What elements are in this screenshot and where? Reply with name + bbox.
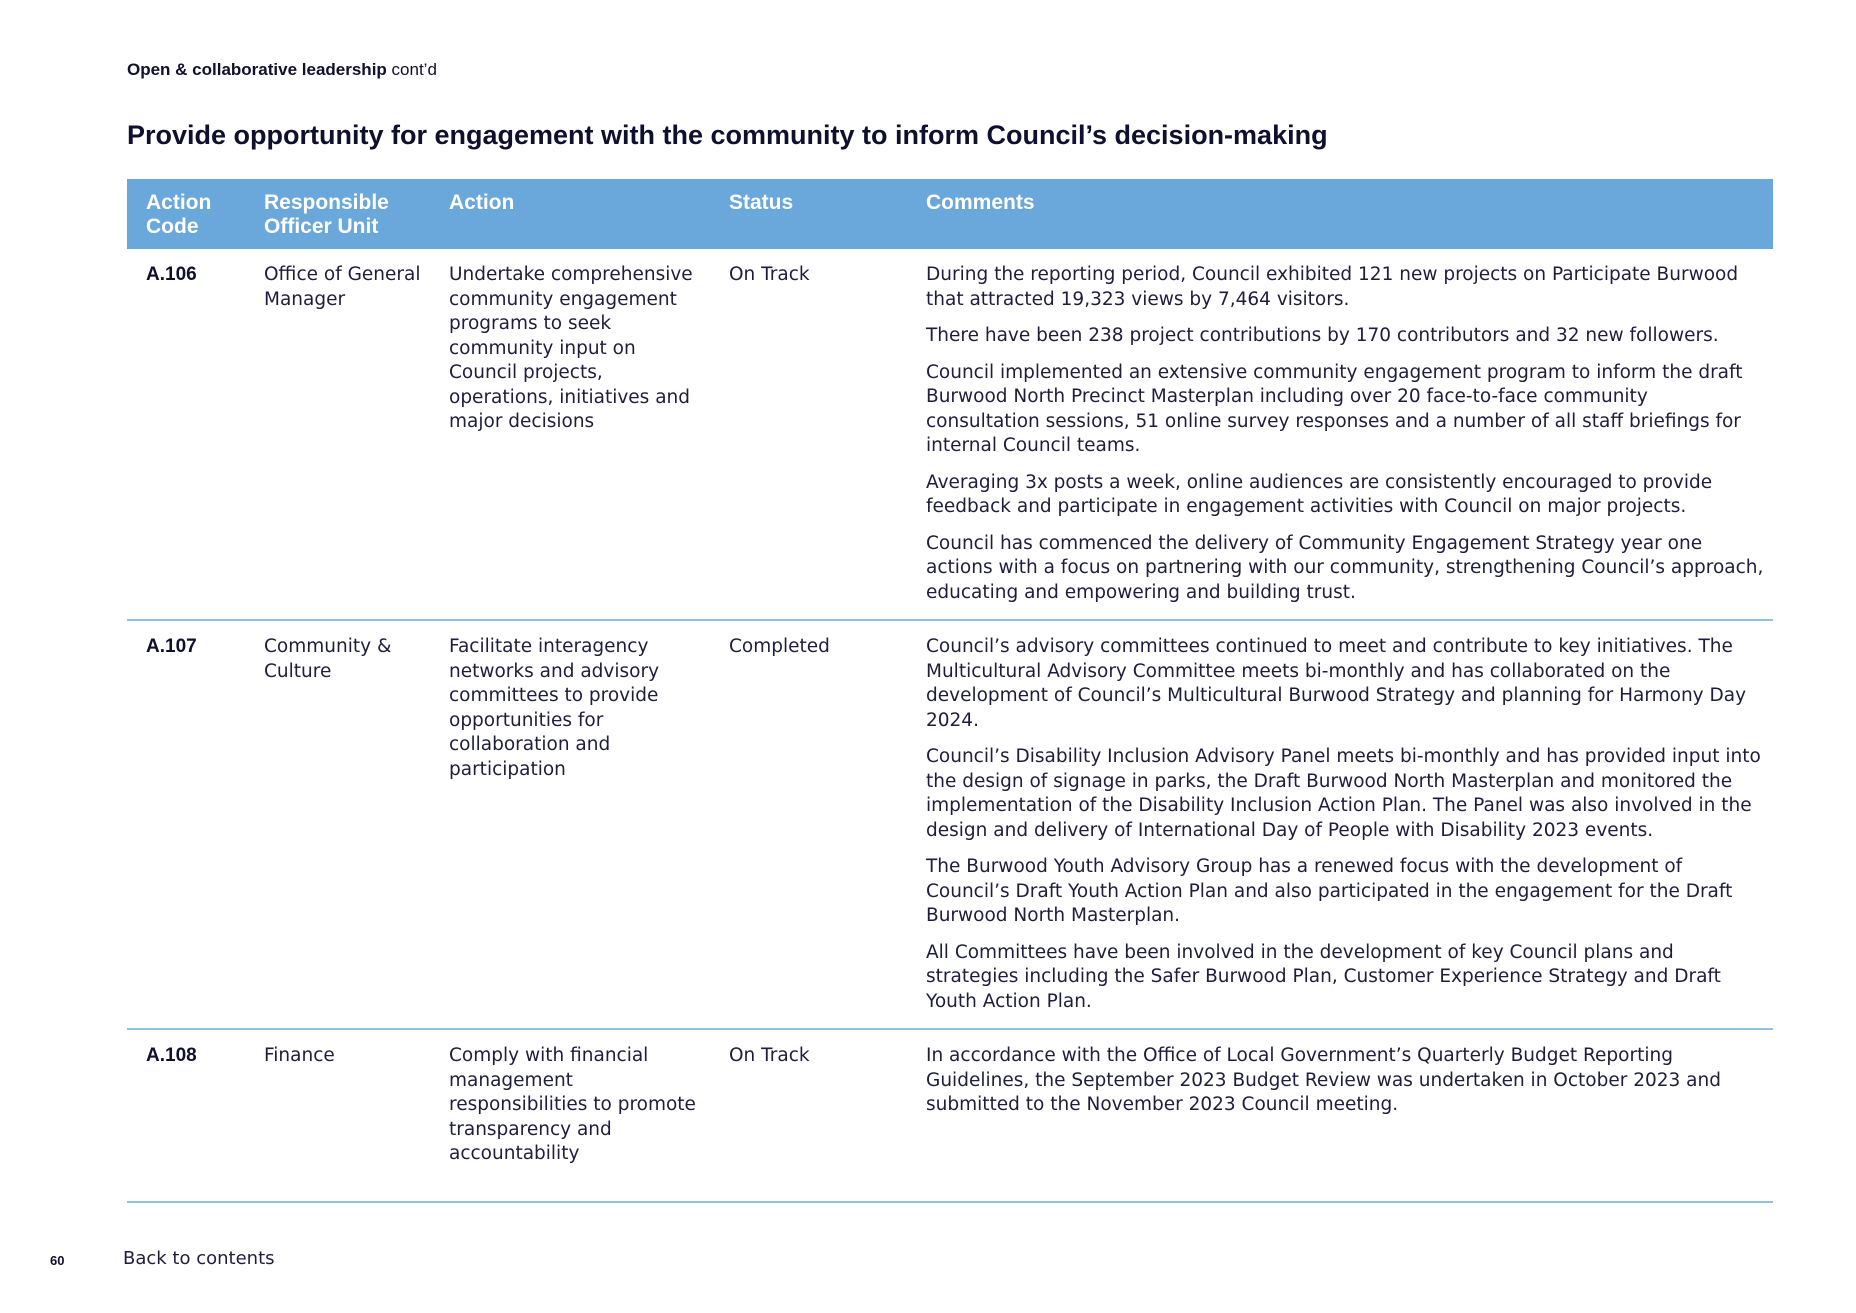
comments — [907, 249, 1773, 620]
comment-paragraph: Council’s Disability Inclusion Advisory Panel meets bi-monthly and has provided input into the design of signage in parks, the Draft Burwood North Masterplan and monitored the implementation of the Disability Inclusion Action Plan. The Panel was also involved in the design and delivery of International Day of People with Disability 2023 events. — [926, 746, 1761, 841]
comment-paragraph: Council has commenced the delivery of Community Engagement Strategy year one actions with a focus on partnering with our community, strengthening Council’s approach, educating and empowering and building trust. — [926, 532, 1764, 603]
status: Completed — [710, 620, 907, 1029]
comment-paragraph: In accordance with the Office of Local Government’s Quarterly Budget Reporting Guidelines, the September 2023 Budget Review was undertaken in October 2023 and submitted to the November 2023 Council meeting. — [926, 1045, 1721, 1115]
responsible-unit: Community & Culture — [245, 620, 430, 1029]
comment-paragraph: The Burwood Youth Advisory Group has a renewed focus with the development of Council’s Draft Youth Action Plan and also participated in the engagement for the Draft Burwood North Masterplan. — [926, 856, 1733, 926]
table-row — [127, 249, 1773, 620]
table-row — [127, 620, 1773, 1029]
action-description: Comply with financial management responsibilities to promote transparency and accountability — [430, 1029, 710, 1202]
page-title: Provide opportunity for engagement with the community to inform Council’s decision-making — [127, 120, 1328, 150]
comment-paragraph: There have been 238 project contributions by 170 contributors and 32 new followers. — [926, 325, 1719, 346]
table-row — [127, 1029, 1773, 1202]
column-header-action-code: Action Code — [127, 179, 245, 249]
comment-paragraph: Council implemented an extensive community engagement program to inform the draft Burwood North Precinct Masterplan including over 20 face-to-face community consultation sessions, 51 online survey responses and a number of all staff briefings for internal Council teams. — [926, 361, 1743, 456]
table-header-row — [127, 179, 1773, 249]
section-label-suffix: cont’d — [391, 60, 437, 79]
action-description: Facilitate interagency networks and advisory committees to provide opportunities for collaboration and participation — [430, 620, 710, 1029]
comment-paragraph: During the reporting period, Council exhibited 121 new projects on Participate Burwood that attracted 19,323 views by 7,464 visitors. — [926, 264, 1739, 310]
comment-paragraph: Council’s advisory committees continued to meet and contribute to key initiatives. The Multicultural Advisory Committee meets bi-monthly and has collaborated on the development of Council’s Multicultural Burwood Strategy and planning for Harmony Day 2024. — [926, 636, 1747, 731]
actions-table — [127, 179, 1773, 1203]
column-header-responsible-officer-unit: Responsible Officer Unit — [245, 179, 430, 249]
responsible-unit: Office of General Manager — [245, 249, 430, 620]
page-number: 60 — [50, 1253, 65, 1268]
action-code: A.107 — [127, 620, 245, 1029]
action-code: A.106 — [127, 249, 245, 620]
section-label — [127, 60, 437, 80]
action-code: A.108 — [127, 1029, 245, 1202]
action-description: Undertake comprehensive community engagement programs to seek community input on Council projects, operations, initiatives and major decisions — [430, 249, 710, 620]
back-to-contents-link[interactable]: Back to contents — [123, 1248, 275, 1269]
comment-paragraph: Averaging 3x posts a week, online audiences are consistently encouraged to provide feedback and participate in engagement activities with Council on major projects. — [926, 471, 1713, 517]
status: On Track — [710, 1029, 907, 1202]
comment-paragraph: All Committees have been involved in the development of key Council plans and strategies including the Safer Burwood Plan, Customer Experience Strategy and Draft Youth Action Plan. — [926, 941, 1721, 1012]
column-header-status: Status — [710, 179, 907, 249]
column-header-comments: Comments — [907, 179, 1773, 249]
comments — [907, 1029, 1773, 1202]
status: On Track — [710, 249, 907, 620]
comments — [907, 620, 1773, 1029]
column-header-action: Action — [430, 179, 710, 249]
responsible-unit: Finance — [245, 1029, 430, 1202]
section-label-bold: Open & collaborative leadership — [127, 60, 387, 79]
